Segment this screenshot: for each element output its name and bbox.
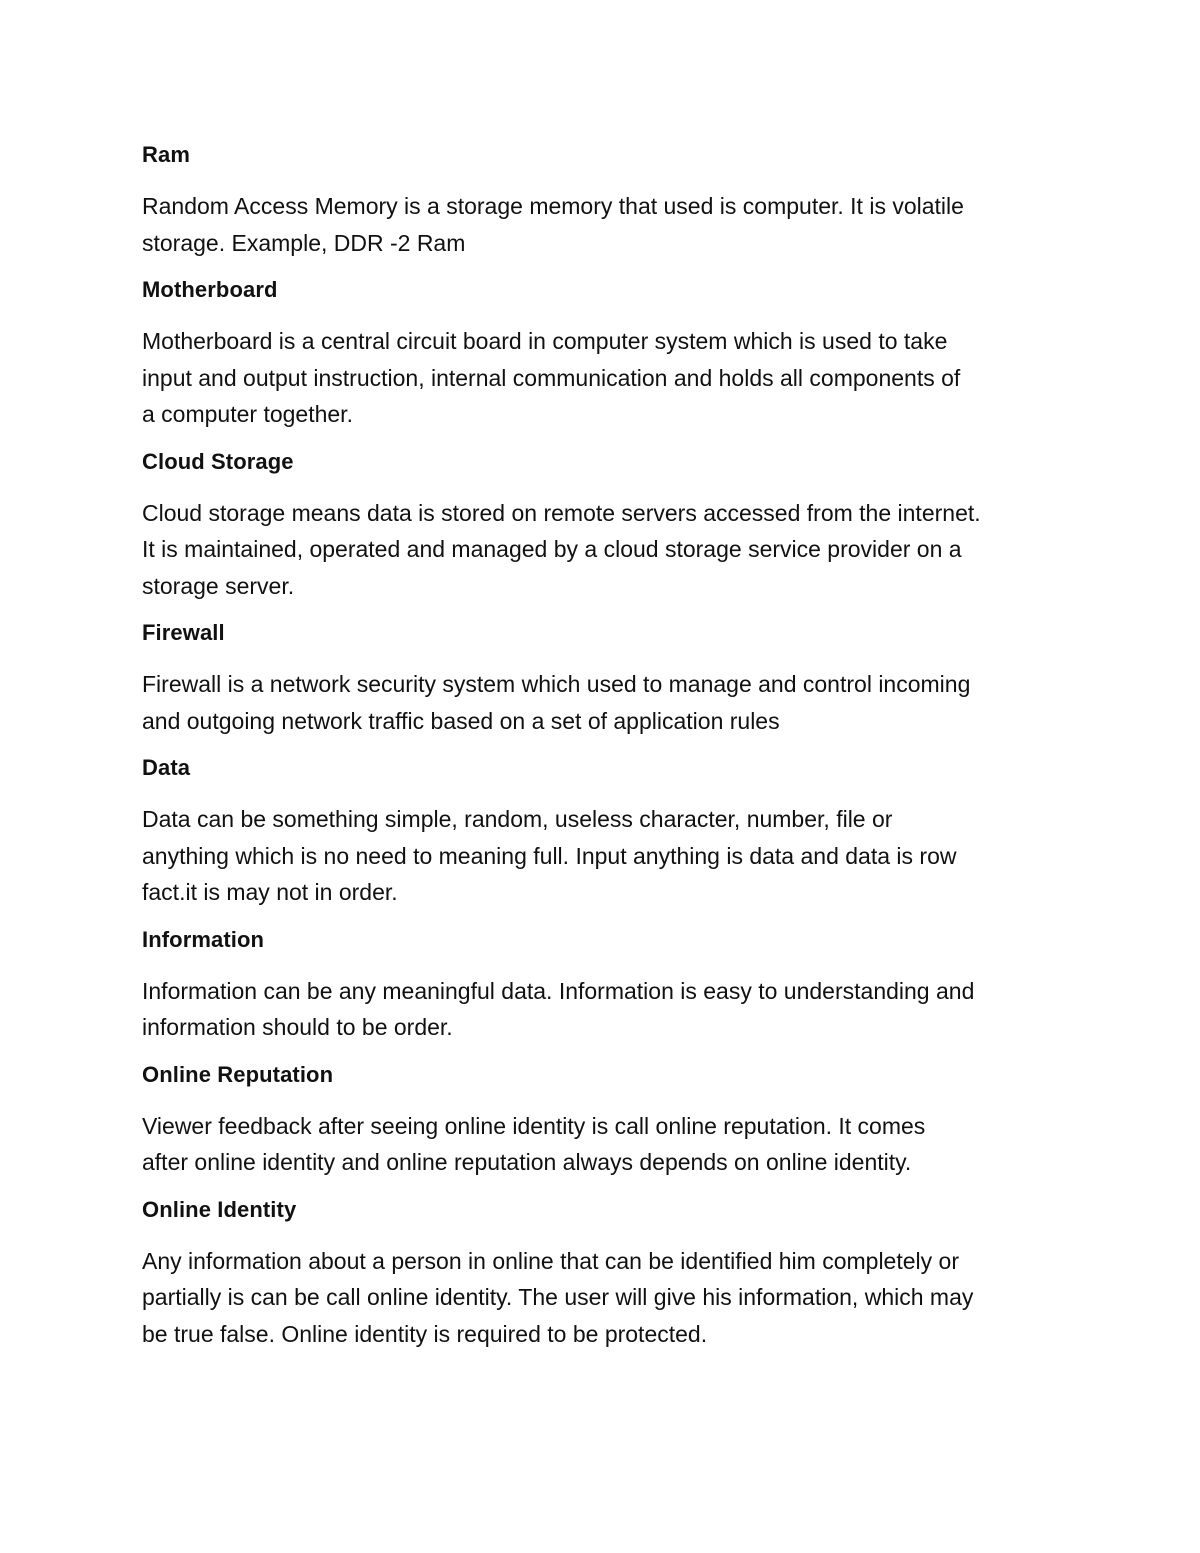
body-line: It is maintained, operated and managed by a cloud storage service provider on a: [142, 536, 962, 562]
body-line: Cloud storage means data is stored on remote servers accessed from the internet.: [142, 499, 981, 526]
section-cloud-storage: [142, 447, 1072, 605]
section-online-reputation: [142, 1060, 1072, 1181]
section-heading: Motherboard: [142, 277, 278, 302]
body-line: be true false. Online identity is required to be protected.: [142, 1320, 708, 1347]
body-line: Any information about a person in online that can be identified him completely or: [142, 1247, 959, 1274]
section-body: [142, 188, 1072, 261]
body-line: a computer together.: [142, 401, 353, 427]
body-line: Data can be something simple, random, useless character, number, file or: [142, 806, 893, 832]
body-line: information should to be order.: [142, 1014, 453, 1040]
section-body: [142, 495, 1072, 605]
section-firewall: [142, 618, 1072, 739]
section-body: [142, 666, 1072, 739]
body-line: Motherboard is a central circuit board in computer system which is used to take: [142, 328, 948, 354]
section-heading: Online Identity: [142, 1196, 297, 1222]
section-online-identity: [142, 1195, 1072, 1353]
section-body: [142, 1108, 1072, 1181]
body-line: Random Access Memory is a storage memory that used is computer. It is volatile: [142, 193, 964, 219]
section-ram: [142, 140, 1072, 261]
body-line: Viewer feedback after seeing online identity is call online reputation. It comes: [142, 1112, 926, 1139]
section-body: [142, 801, 1072, 911]
section-heading: Firewall: [142, 620, 225, 645]
section-heading: Online Reputation: [142, 1061, 334, 1087]
body-line: Firewall is a network security system which used to manage and control incoming: [142, 671, 971, 697]
section-heading: Cloud Storage: [142, 448, 294, 474]
body-line: anything which is no need to meaning full. Input anything is data and data is row: [142, 842, 957, 869]
section-body: [142, 1243, 1072, 1353]
body-line: fact.it is may not in order.: [142, 879, 398, 905]
document-content: [142, 140, 1072, 1366]
section-motherboard: [142, 275, 1072, 433]
section-body: [142, 973, 1072, 1046]
body-line: partially is can be call online identity. The user will give his information, which may: [142, 1284, 974, 1310]
section-heading: Information: [142, 926, 265, 952]
body-line: after online identity and online reputation always depends on online identity.: [142, 1149, 912, 1175]
body-line: input and output instruction, internal communication and holds all components of: [142, 364, 961, 391]
section-heading: Data: [142, 755, 191, 780]
section-heading: Ram: [142, 142, 190, 167]
body-line: and outgoing network traffic based on a set of application rules: [142, 707, 780, 734]
section-information: [142, 925, 1072, 1046]
body-line: storage. Example, DDR -2 Ram: [142, 229, 466, 256]
section-data: [142, 753, 1072, 911]
section-body: [142, 323, 1072, 433]
body-line: storage server.: [142, 572, 295, 599]
body-line: Information can be any meaningful data. Information is easy to understanding and: [142, 977, 975, 1004]
